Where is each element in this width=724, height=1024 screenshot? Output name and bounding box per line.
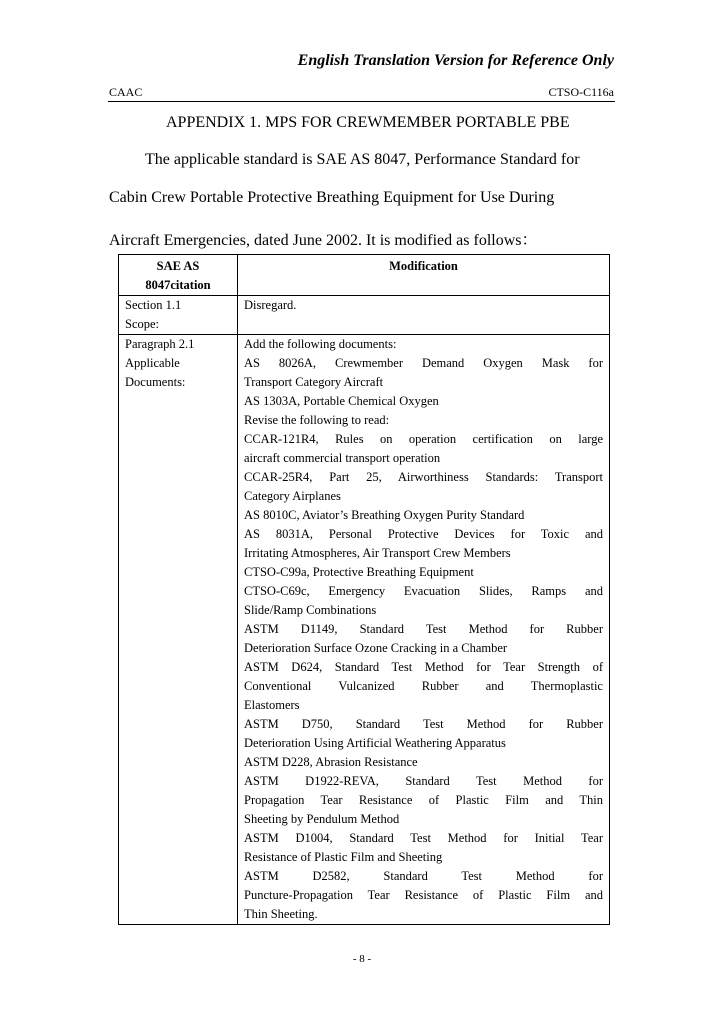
modification-line: AS 1303A, Portable Chemical Oxygen — [244, 394, 439, 408]
modification-line: AS 8031A, Personal Protective Devices for Toxic and — [244, 527, 603, 541]
modification-line: aircraft commercial transport operation — [244, 451, 441, 465]
modification-line: CCAR-121R4, Rules on operation certification on large — [244, 432, 603, 446]
modification-line: Resistance of Plastic Film and Sheeting — [244, 850, 443, 864]
modification-line: Deterioration Using Artificial Weathering Apparatus — [244, 736, 506, 750]
citation-line: Section 1.1 — [125, 298, 182, 312]
citation-line: Paragraph 2.1 — [125, 337, 195, 351]
modification-table — [118, 254, 610, 925]
table-row — [119, 335, 610, 925]
modification-line: Category Airplanes — [244, 489, 341, 503]
citation-line: Documents: — [125, 375, 186, 389]
modification-line: AS 8010C, Aviator’s Breathing Oxygen Purity Standard — [244, 508, 525, 522]
citation-cell — [119, 296, 238, 335]
modification-header: Modification — [238, 255, 610, 296]
modification-line: Disregard. — [244, 298, 297, 312]
citation-header-line: SAE AS — [156, 259, 200, 273]
document-header-title: English Translation Version for Reference Only — [297, 52, 614, 69]
citation-cell — [119, 335, 238, 925]
table-header-row — [119, 255, 610, 296]
citation-header-line: 8047citation — [145, 278, 211, 292]
modification-line: Puncture-Propagation Tear Resistance of Plastic Film and — [244, 888, 603, 902]
intro-line-1: The applicable standard is SAE AS 8047, Performance Standard for — [145, 151, 580, 168]
running-header — [108, 85, 615, 102]
header-doc-id: CTSO-C116a — [548, 85, 614, 99]
modification-line: ASTM D1149, Standard Test Method for Rubber — [244, 622, 603, 636]
modification-line: Deterioration Surface Ozone Cracking in a Chamber — [244, 641, 508, 655]
modification-line: Irritating Atmospheres, Air Transport Crew Members — [244, 546, 511, 560]
modification-line: Revise the following to read: — [244, 413, 390, 427]
modification-line: ASTM D2582, Standard Test Method for — [244, 869, 603, 883]
modification-line: CTSO-C99a, Protective Breathing Equipment — [244, 565, 474, 579]
modification-line: ASTM D1922-REVA, Standard Test Method for — [244, 774, 603, 788]
intro-line-3: Aircraft Emergencies, dated June 2002. It is modified as follows： — [109, 232, 538, 249]
header-org: CAAC — [109, 85, 143, 99]
modification-line: Sheeting by Pendulum Method — [244, 812, 400, 826]
modification-line: AS 8026A, Crewmember Demand Oxygen Mask for — [244, 356, 603, 370]
modification-line: Thin Sheeting. — [244, 907, 318, 921]
modification-line: ASTM D750, Standard Test Method for Rubber — [244, 717, 603, 731]
modification-line: Conventional Vulcanized Rubber and Thermoplastic — [244, 679, 603, 693]
page-number: - 8 - — [352, 953, 372, 965]
citation-line: Scope: — [125, 317, 160, 331]
table-row — [119, 296, 610, 335]
modification-line: CTSO-C69c, Emergency Evacuation Slides, Ramps and — [244, 584, 603, 598]
modification-line: ASTM D624, Standard Test Method for Tear Strength of — [244, 660, 603, 674]
modification-line: ASTM D228, Abrasion Resistance — [244, 755, 418, 769]
modification-line: Propagation Tear Resistance of Plastic Film and Thin — [244, 793, 603, 807]
modification-line: Add the following documents: — [244, 337, 397, 351]
modification-cell — [238, 335, 610, 925]
citation-header — [119, 255, 238, 296]
modification-cell — [238, 296, 610, 335]
modification-line: Transport Category Aircraft — [244, 375, 384, 389]
appendix-title: APPENDIX 1. MPS FOR CREWMEMBER PORTABLE PBE — [166, 114, 570, 131]
modification-line: Slide/Ramp Combinations — [244, 603, 377, 617]
intro-line-2: Cabin Crew Portable Protective Breathing Equipment for Use During — [109, 189, 555, 206]
citation-line: Applicable — [125, 356, 180, 370]
modification-line: CCAR-25R4, Part 25, Airworthiness Standards: Transport — [244, 470, 603, 484]
modification-line: Elastomers — [244, 698, 300, 712]
modification-line: ASTM D1004, Standard Test Method for Initial Tear — [244, 831, 603, 845]
